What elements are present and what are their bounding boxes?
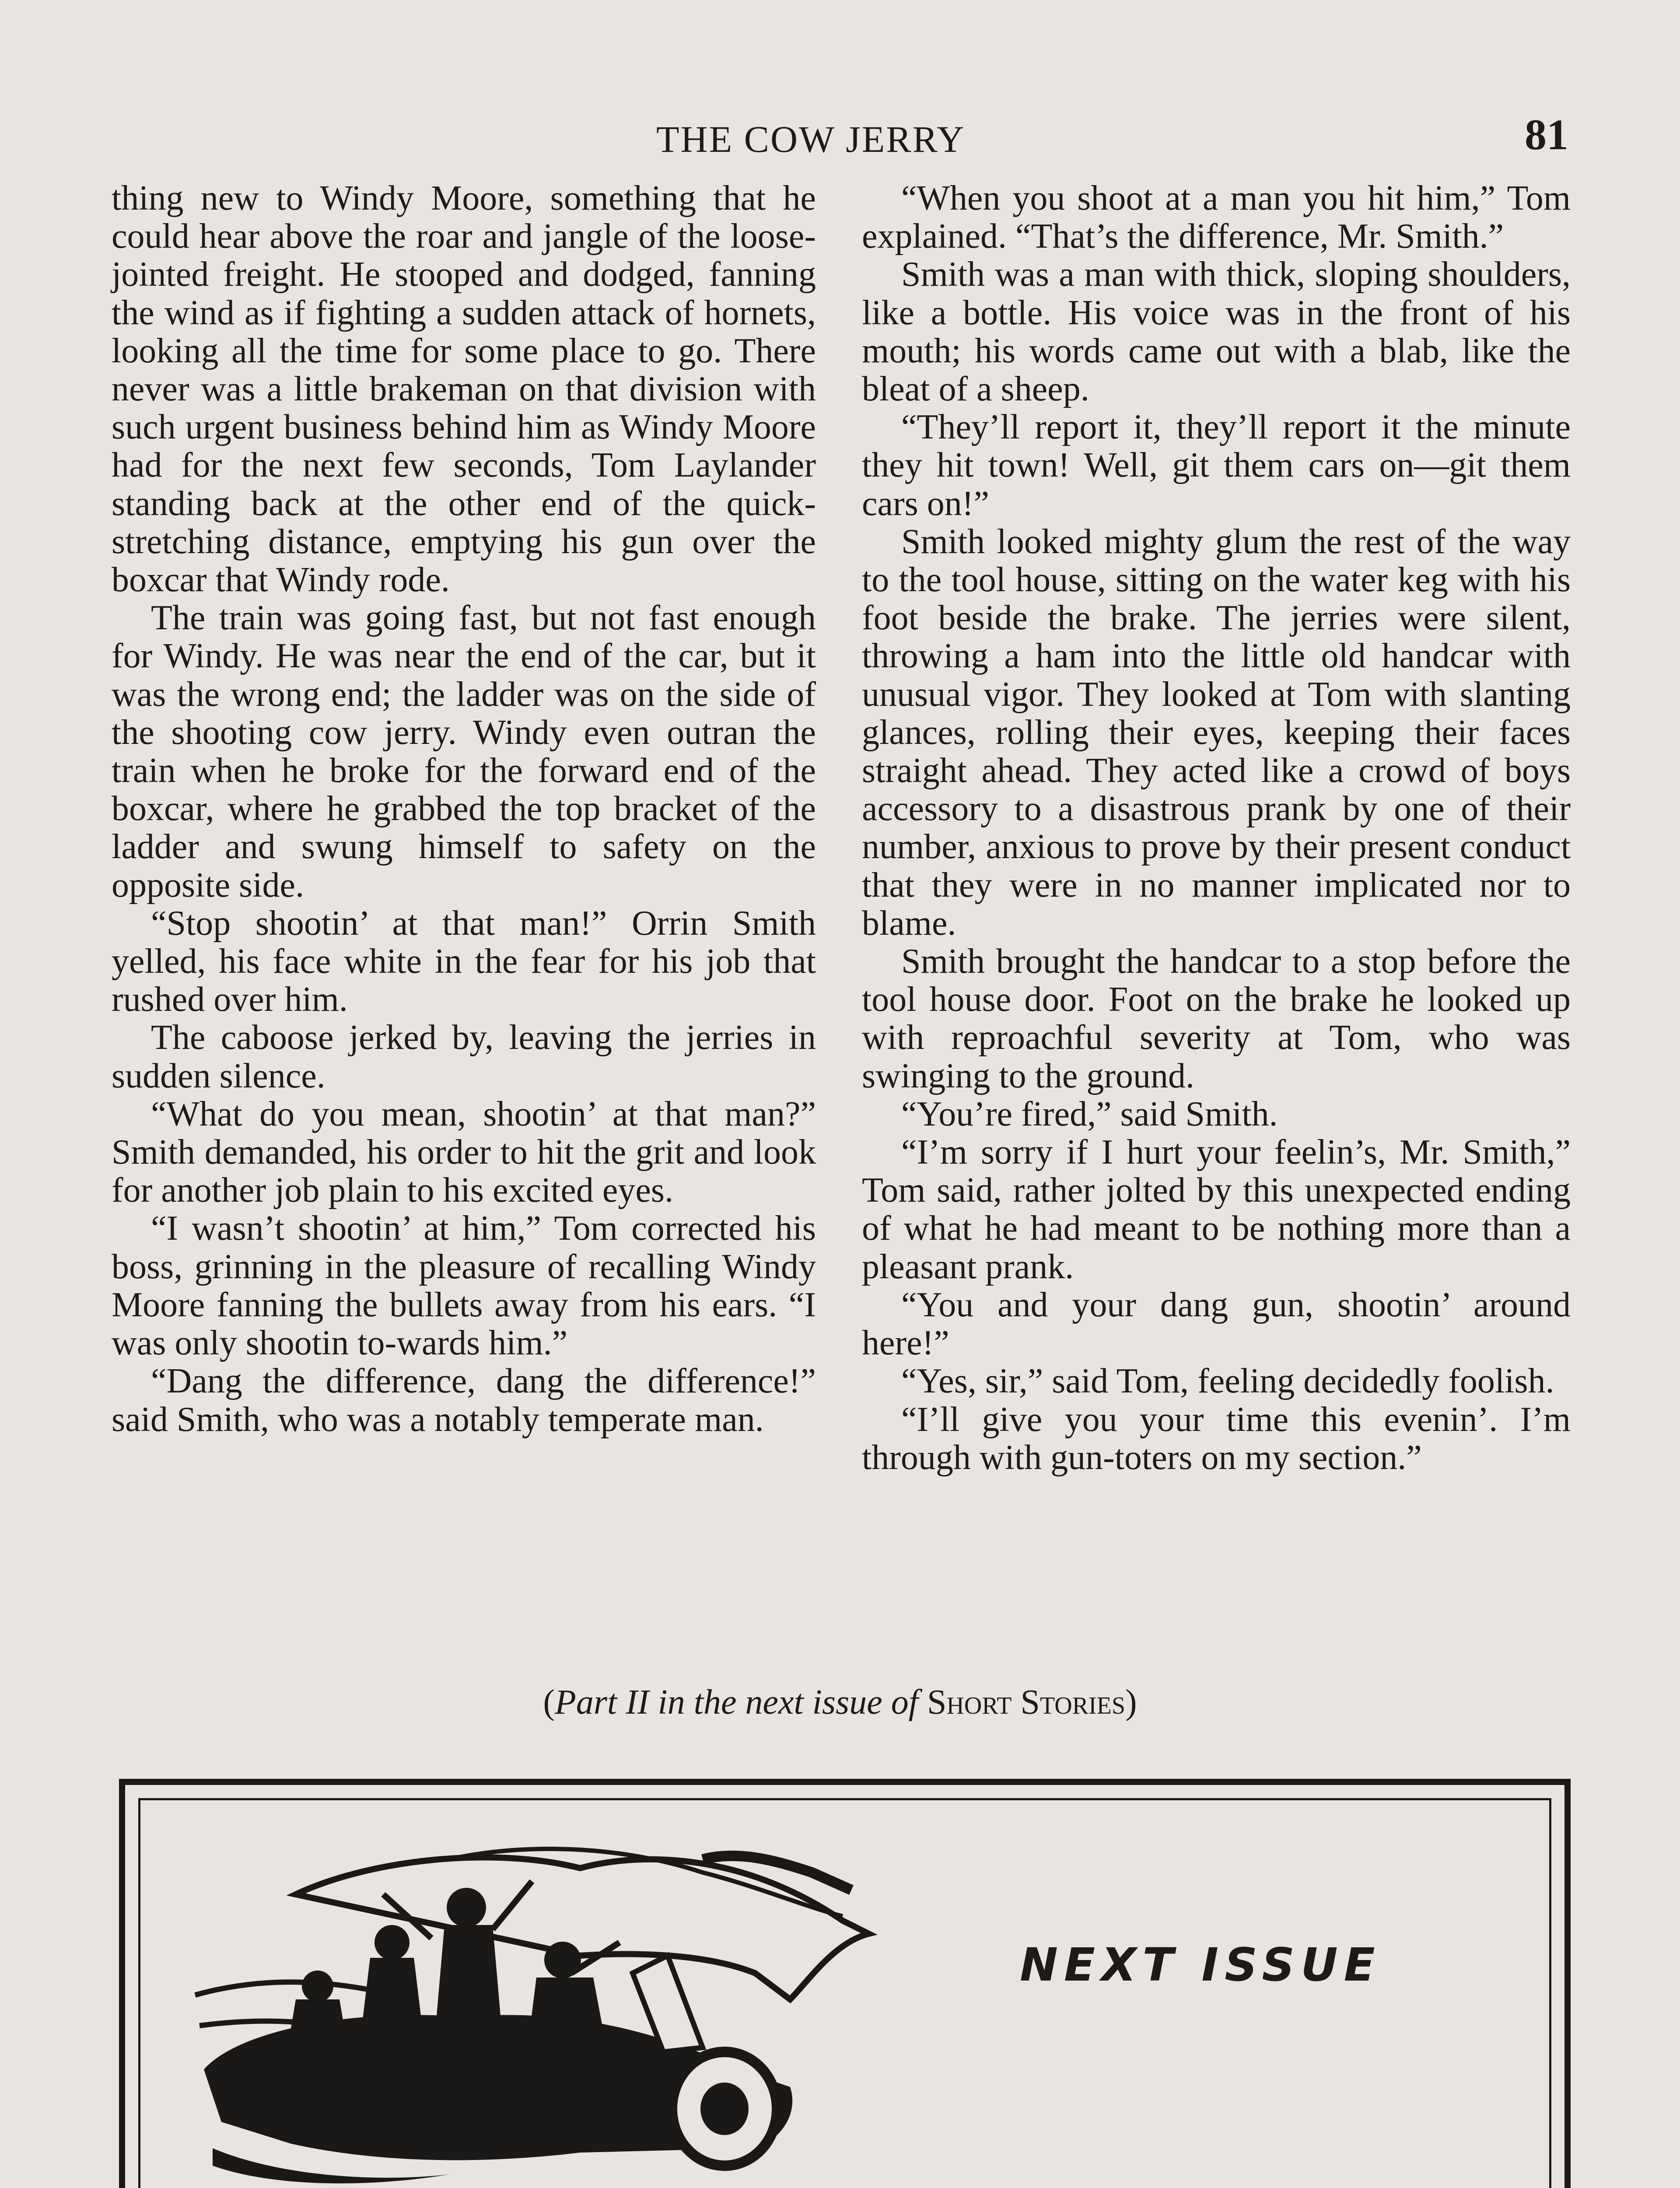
magazine-name: Short Stories: [927, 1683, 1125, 1722]
continuation-close: ): [1125, 1683, 1137, 1722]
paragraph: “I’m sorry if I hurt your feelin’s, Mr. Smith,” Tom said, rather jolted by this unexpected ending of what he had meant to be nothing more than a pleasant prank.: [862, 1133, 1571, 1286]
paragraph: “I wasn’t shootin’ at him,” Tom corrected his boss, grinning in the pleasure of recalling Windy Moore fanning the bullets away from his ears. “I was only shootin to-wards him.”: [112, 1209, 816, 1363]
paragraph: “Dang the difference, dang the difference!” said Smith, who was a notably temperate man.: [112, 1362, 816, 1439]
paragraph: “Stop shootin’ at that man!” Orrin Smith yelled, his face white in the fear for his job that rushed over him.: [112, 904, 816, 1019]
paragraph: Smith brought the handcar to a stop before the tool house door. Foot on the brake he looked up with reproachful severity at Tom, who was swinging to the ground.: [862, 942, 1571, 1095]
paragraph: “They’ll report it, they’ll report it the minute they hit town! Well, git them cars on—git them cars on!”: [862, 408, 1571, 523]
next-issue-ad: [119, 1779, 1571, 2188]
paragraph: The caboose jerked by, leaving the jerries in sudden silence.: [112, 1018, 816, 1095]
paragraph: Smith was a man with thick, sloping shoulders, like a bottle. His voice was in the front of his mouth; his words came out with a blab, like the bleat of a sheep.: [862, 255, 1571, 409]
continuation-italic: Part II in the next issue of: [555, 1683, 918, 1722]
page-number: 81: [1525, 110, 1568, 159]
continuation-open: (: [543, 1683, 555, 1722]
paragraph: “You and your dang gun, shootin’ around here!”: [862, 1285, 1571, 1363]
paragraph: “I’ll give you your time this evenin’. I’m through with gun-toters on my section.”: [862, 1400, 1571, 1477]
paragraph: Smith looked mighty glum the rest of the way to the tool house, sitting on the water keg with his foot beside the brake. The jerries were silent, throwing a ham into the little old handcar with unusual vigor. They looked at Tom with slanting glances, rolling their eyes, keeping their faces straight ahead. They acted like a crowd of boys accessory to a disastrous prank by one of their number, anxious to prove by their present conduct that they were in no manner implicated nor to blame.: [862, 522, 1571, 943]
running-title: THE COW JERRY: [656, 118, 966, 160]
paragraph: The train was going fast, but not fast enough for Windy. He was near the end of the car, but it was the wrong end; the ladder was on the side of the shooting cow jerry. Windy even outran the train when he broke for the forward end of the boxcar, where he grabbed the top bracket of the ladder and swung himself to safety on the opposite side.: [112, 599, 816, 905]
paragraph: “You’re fired,” said Smith.: [901, 1094, 1278, 1133]
ad-inner-frame: [138, 1798, 1551, 2188]
paragraph: thing new to Windy Moore, something that he could hear above the roar and jangle of the loose-jointed freight. He stooped and dodged, fanning the wind as if fighting a sudden attack of hornets, looking all the time for some place to go. There never was a little brakeman on that division with such urgent business behind him as Windy Moore had for the next few seconds, Tom Laylander standing back at the other end of the quick-stretching distance, emptying his gun over the boxcar that Windy rode.: [112, 179, 816, 600]
paragraph: “Yes, sir,” said Tom, feeling decidedly foolish.: [901, 1362, 1554, 1401]
car-chase-illustration: [186, 1842, 882, 2188]
left-text-column: [112, 179, 816, 1439]
right-text-column: [862, 179, 1571, 1477]
paragraph: “What do you mean, shootin’ at that man?” Smith demanded, his order to hit the grit and look for another job plain to his excited eyes.: [112, 1094, 816, 1210]
continuation-note: [0, 1683, 1680, 1722]
paragraph: “When you shoot at a man you hit him,” Tom explained. “That’s the difference, Mr. Smith.”: [862, 179, 1571, 256]
next-issue-label: NEXT ISSUE: [1020, 1938, 1381, 1992]
